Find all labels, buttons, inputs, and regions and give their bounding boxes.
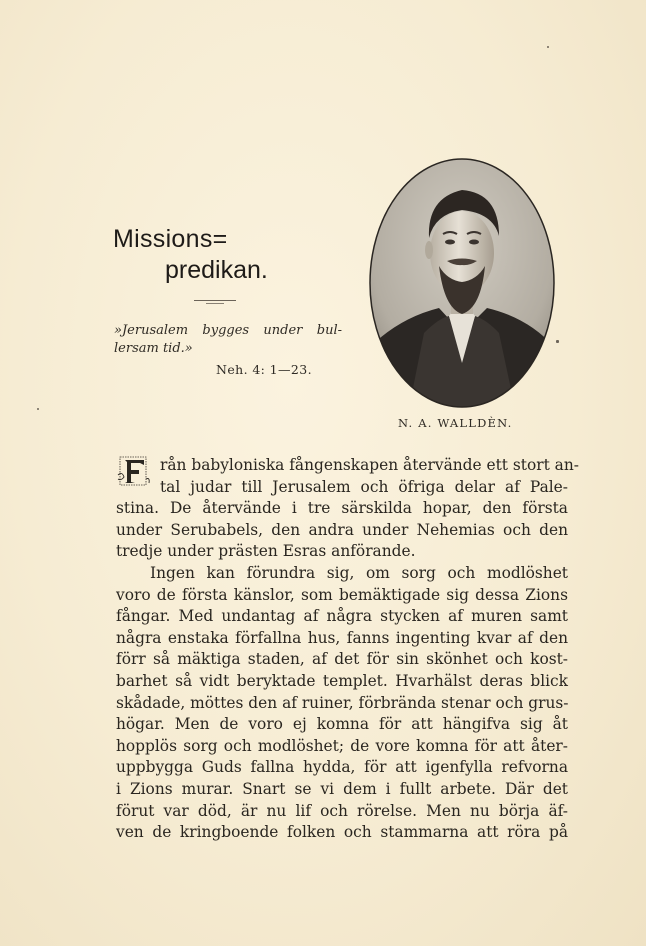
body-line: stina. De återvände i tre särskilda hopar, den första bbox=[116, 499, 568, 518]
motto-line-1: »Jerusalem bygges under bul- bbox=[114, 323, 342, 338]
body-line: i Zions murar. Snart se vi dem i fullt arbete. Där det bbox=[116, 779, 568, 798]
body-line: tal judar till Jerusalem och öfriga delar af Pale- bbox=[160, 477, 568, 496]
body-line: tredje under prästen Esras anförande. bbox=[116, 542, 416, 561]
motto-line-2: lersam tid.» bbox=[114, 341, 193, 356]
portrait-photo bbox=[369, 158, 555, 408]
body-line: skådade, möttes den af ruiner, förbrända stenar och grus- bbox=[116, 693, 569, 712]
body-line: Ingen kan förundra sig, om sorg och modlöshet bbox=[150, 563, 568, 582]
body-line: några enstaka förfallna hus, fanns ingenting kvar af den bbox=[116, 628, 568, 647]
body-line: voro de första känslor, som bemäktigade sig dessa Zions bbox=[116, 585, 568, 604]
sermon-title-line1: Missions= bbox=[113, 225, 228, 253]
body-line: barhet så vidt beryktade templet. Hvarhälst deras blick bbox=[116, 671, 568, 690]
scripture-reference: Neh. 4: 1—23. bbox=[216, 362, 313, 377]
body-line: under Serubabels, den andra under Nehemias och den bbox=[116, 520, 568, 539]
portrait-caption: N. A. WALLDÈN. bbox=[398, 416, 513, 430]
body-line: uppbygga Guds fallna hydda, för att igenfylla refvorna bbox=[116, 758, 568, 777]
body-line: ven de kringboende folken och stammarna att röra på bbox=[116, 823, 568, 842]
paper-speck bbox=[547, 46, 549, 48]
sermon-title-line2: predikan. bbox=[165, 256, 268, 284]
body-line: hopplös sorg och modlöshet; de vore komna för att åter- bbox=[116, 736, 568, 755]
paper-speck bbox=[556, 340, 559, 343]
paper-speck bbox=[37, 408, 39, 410]
scripture-motto bbox=[114, 322, 342, 358]
body-line: fångar. Med undantag af några stycken af muren samt bbox=[116, 607, 568, 626]
body-line: förut var död, är nu lif och rörelse. Men nu börja äf- bbox=[116, 801, 568, 820]
body-text bbox=[116, 455, 579, 844]
body-line: högar. Men de voro ej komna för att hängifva sig åt bbox=[116, 715, 568, 734]
body-line: rån babyloniska fångenskapen återvände ett stort an- bbox=[160, 456, 579, 474]
title-divider-short bbox=[206, 303, 224, 304]
title-divider bbox=[194, 300, 236, 301]
body-line: förr så mäktiga staden, af det för sin skönhet och kost- bbox=[116, 650, 568, 669]
